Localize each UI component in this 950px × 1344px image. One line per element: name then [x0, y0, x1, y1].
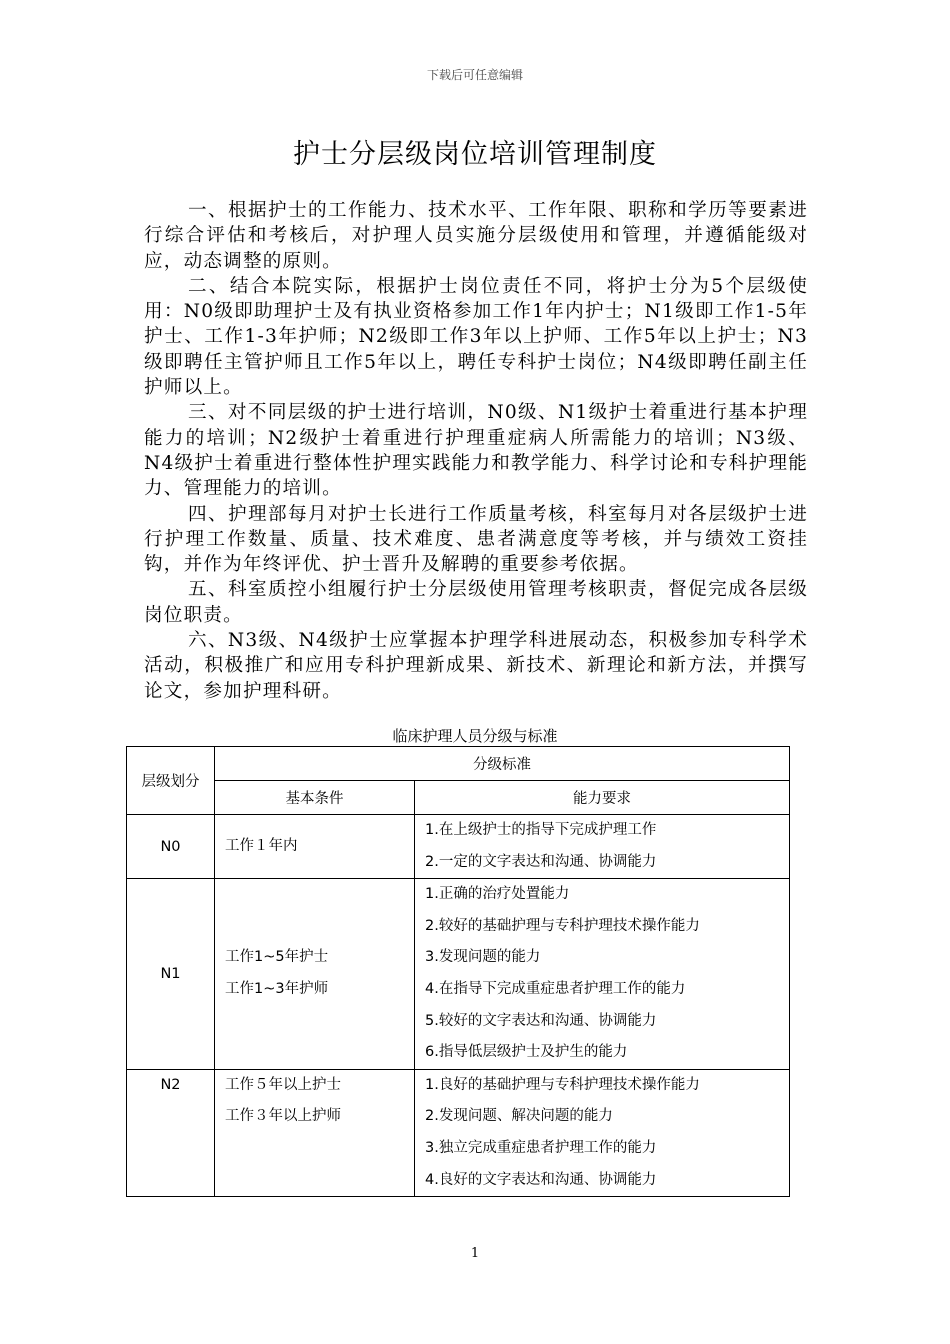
paragraph-3: 三、对不同层级的护士进行培训，N0级、N1级护士着重进行基本护理能力的培训；N2级护士着重进行护理重症病人所需能力的培训；N3级、N4级护士着重进行整体性护理实践能力和教学能力、科学讨论和专科护理能力、管理能力的培训。 — [144, 402, 808, 500]
ability-line: 3.独立完成重症患者护理工作的能力 — [425, 1139, 657, 1156]
table-caption: 临床护理人员分级与标准 — [392, 727, 558, 745]
basic-line: 工作1~5年护士 — [225, 949, 329, 966]
header-note: 下载后可任意编辑 — [426, 68, 523, 82]
paragraph-5: 五、科室质控小组履行护士分层级使用管理考核职责，督促完成各层级岗位职责。 — [144, 579, 808, 626]
ability-line: 2.发现问题、解决问题的能力 — [425, 1108, 613, 1125]
level-cell: N0 — [127, 815, 215, 879]
ability-line: 1.良好的基础护理与专科护理技术操作能力 — [425, 1076, 700, 1093]
basic-line: 工作1~3年护师 — [225, 980, 329, 997]
ability-line: 5.较好的文字表达和沟通、协调能力 — [425, 1012, 657, 1029]
basic-cell — [215, 815, 415, 879]
level-cell: N1 — [127, 879, 215, 1070]
document-title: 护士分层级岗位培训管理制度 — [293, 139, 657, 170]
header-level: 层级划分 — [127, 747, 215, 815]
grading-table — [126, 746, 790, 1197]
ability-line: 4.在指导下完成重症患者护理工作的能力 — [425, 980, 686, 997]
ability-cell — [415, 1069, 790, 1196]
paragraph-1: 一、根据护士的工作能力、技术水平、工作年限、职称和学历等要素进行综合评估和考核后，对护理人员实施分层级使用和管理，并遵循能级对应，动态调整的原则。 — [144, 200, 808, 272]
header-ability: 能力要求 — [415, 781, 790, 815]
paragraph-6: 六、N3级、N4级护士应掌握本护理学科进展动态，积极参加专科学术活动，积极推广和应用专科护理新成果、新技术、新理论和新方法，并撰写论文，参加护理科研。 — [144, 630, 808, 702]
ability-line: 3.发现问题的能力 — [425, 949, 541, 966]
basic-cell — [215, 879, 415, 1070]
table-header-row — [127, 747, 790, 781]
level-cell — [127, 1069, 215, 1196]
basic-line: 工作１年内 — [225, 837, 298, 854]
basic-cell — [215, 1069, 415, 1196]
document-body — [144, 198, 808, 704]
ability-cell — [415, 879, 790, 1070]
ability-line: 6.指导低层级护士及护生的能力 — [425, 1044, 628, 1061]
ability-line: 2.一定的文字表达和沟通、协调能力 — [425, 853, 657, 870]
paragraph-4: 四、护理部每月对护士长进行工作质量考核，科室每月对各层级护士进行护理工作数量、质量、技术难度、患者满意度等考核，并与绩效工资挂钩，并作为年终评优、护士晋升及解聘的重要参考依据。 — [144, 503, 808, 576]
header-standard: 分级标准 — [215, 747, 790, 781]
basic-line: 工作５年以上护士 — [225, 1076, 341, 1093]
ability-line: 2.较好的基础护理与专科护理技术操作能力 — [425, 917, 700, 934]
table-row — [127, 815, 790, 879]
paragraph-2: 二、结合本院实际，根据护士岗位责任不同，将护士分为5个层级使用：N0级即助理护士及有执业资格参加工作1年内护士；N1级即工作1-5年护士、工作1-3年护师；N2级即工作3年以上护师、工作5年以上护士；N3级即聘任主管护师且工作5年以上，聘任专科护士岗位；N4级即聘任副主任护师以上。 — [144, 275, 808, 399]
table-row — [127, 879, 790, 1070]
header-basic: 基本条件 — [215, 781, 415, 815]
ability-line: 1.正确的治疗处置能力 — [425, 886, 570, 903]
table-row — [127, 1069, 790, 1196]
ability-cell — [415, 815, 790, 879]
page-number: 1 — [470, 1246, 480, 1261]
level-label: N2 — [160, 1076, 181, 1093]
basic-line: 工作３年以上护师 — [225, 1108, 341, 1125]
ability-line: 1.在上级护士的指导下完成护理工作 — [425, 822, 657, 838]
table-subheader-row — [127, 781, 790, 815]
ability-line: 4.良好的文字表达和沟通、协调能力 — [425, 1171, 657, 1188]
